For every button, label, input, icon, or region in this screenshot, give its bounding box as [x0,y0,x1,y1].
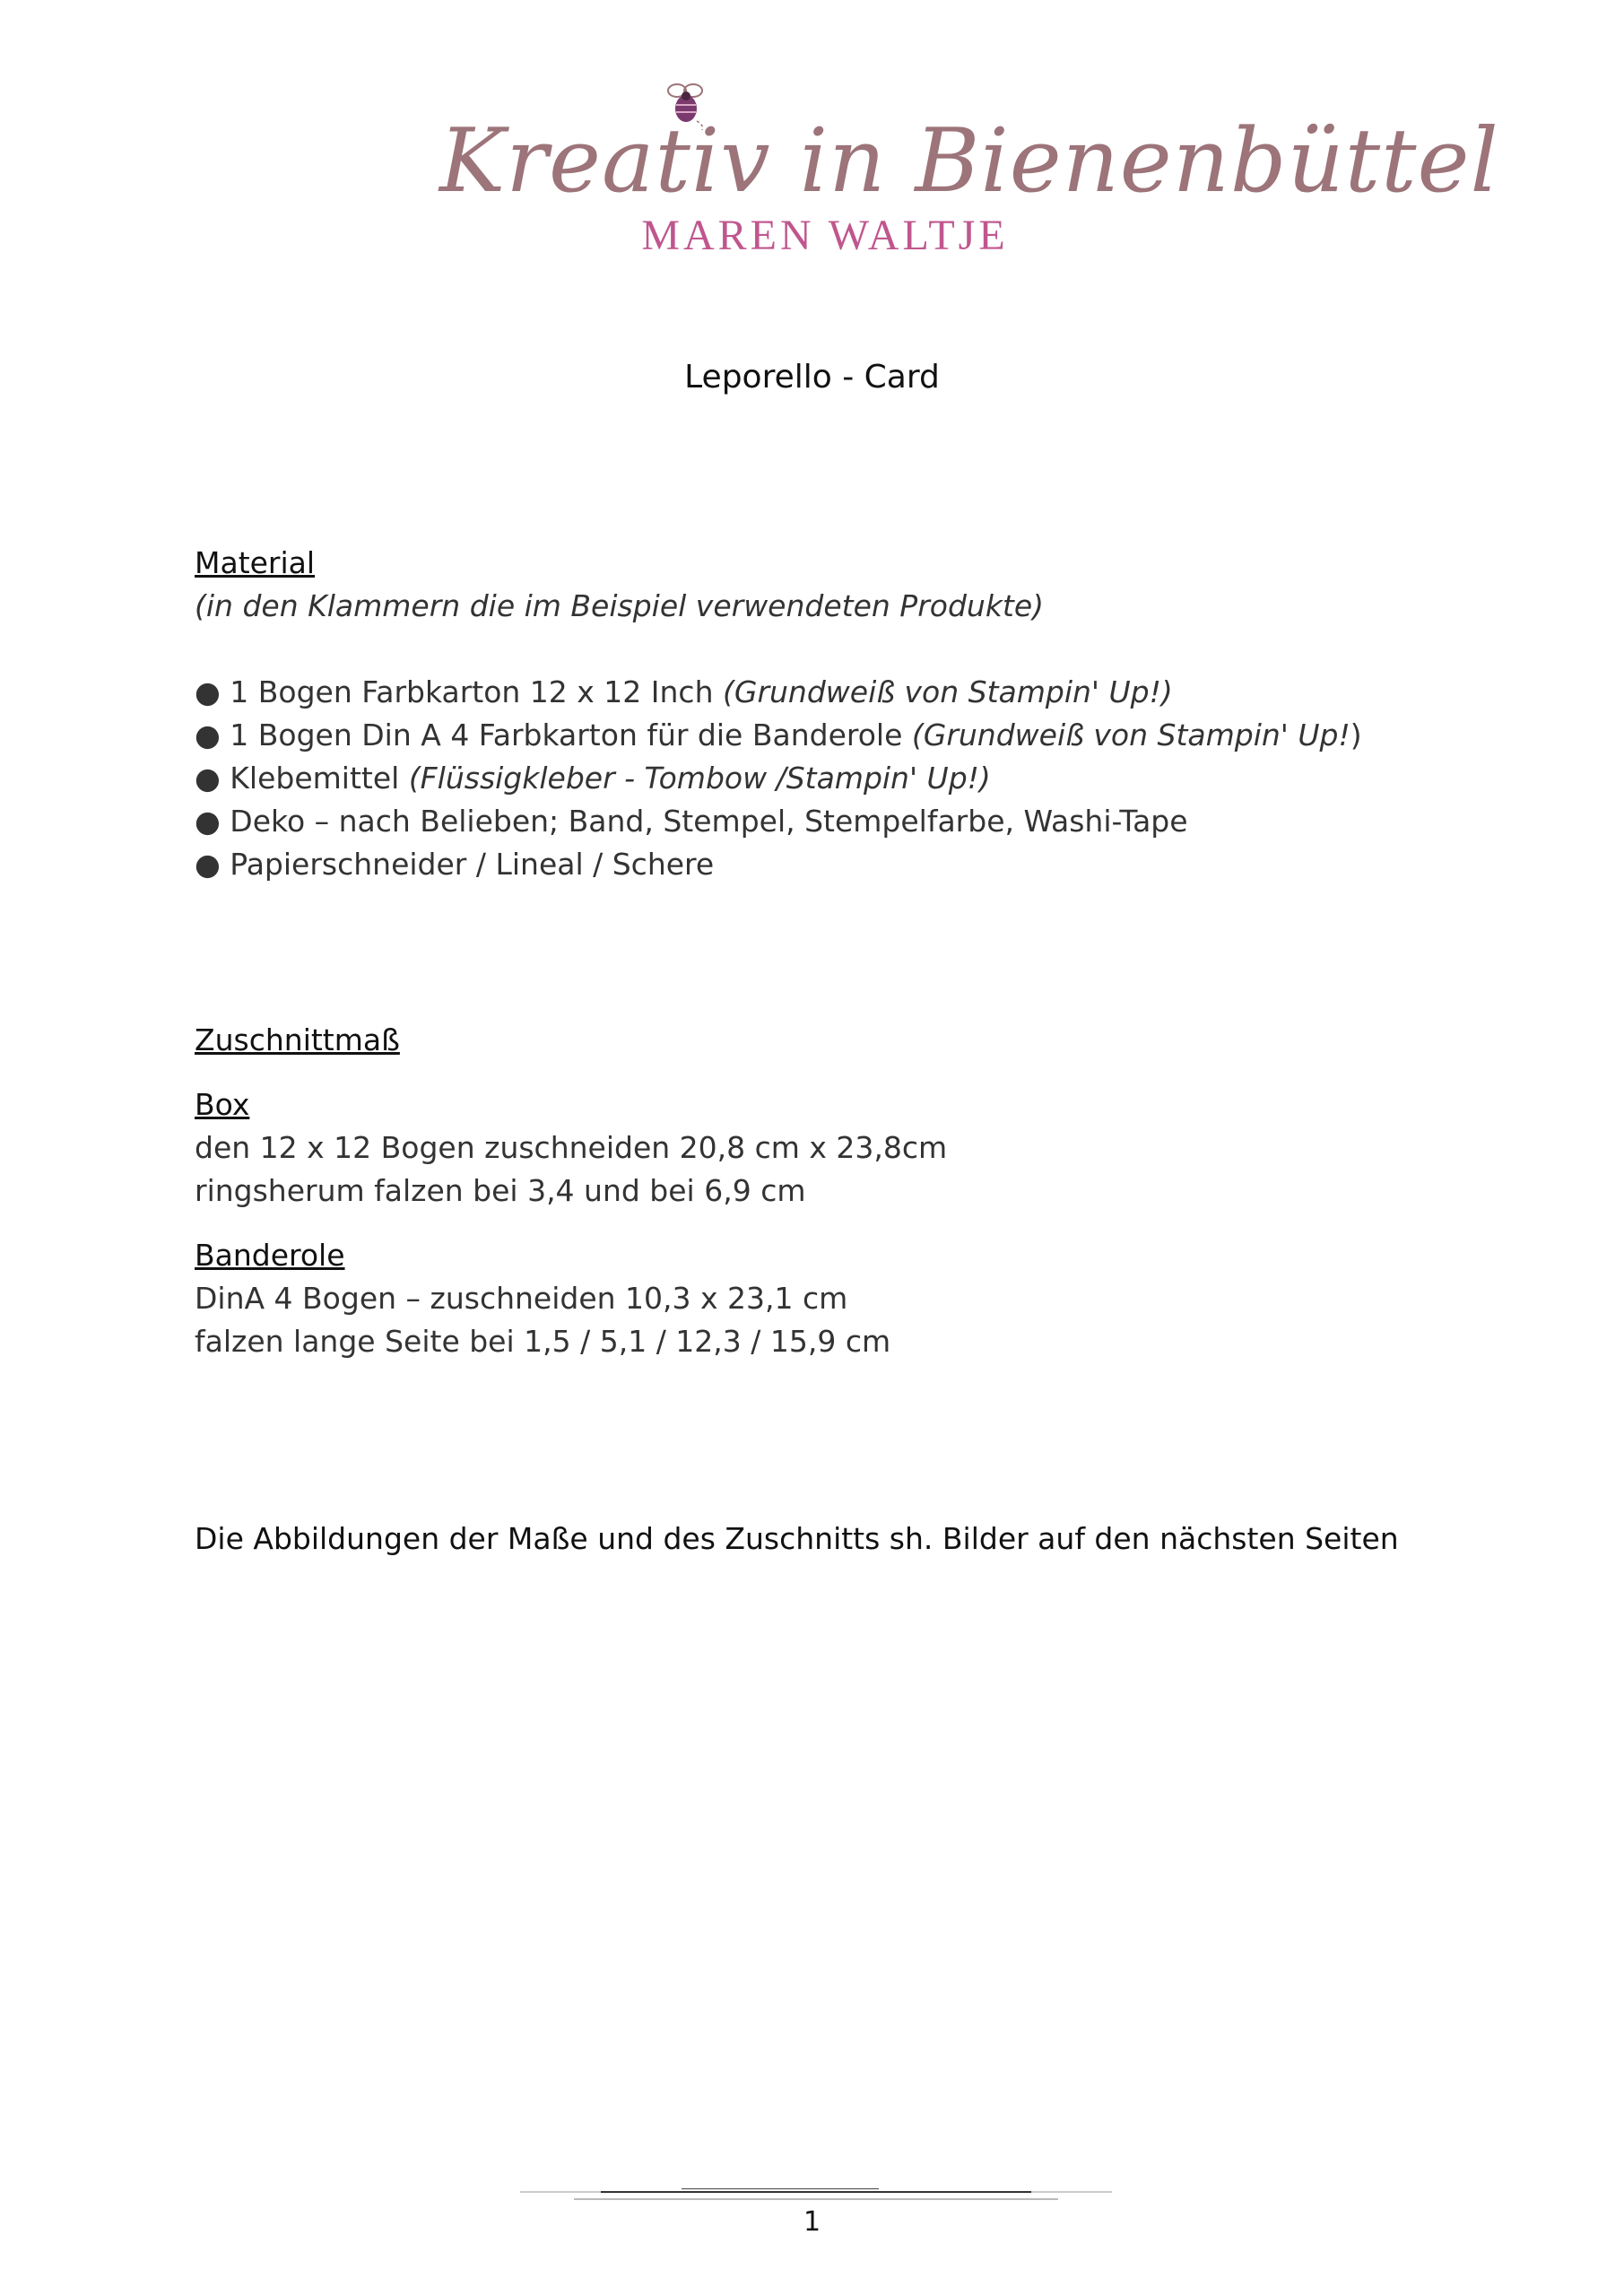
box-line: ringsherum falzen bei 3,4 und bei 6,9 cm [195,1173,806,1208]
item-product: (Flüssigkleber - Tombow /Stampin' Up!) [408,761,991,796]
item-text: 1 Bogen Din A 4 Farbkarton für die Banderole [230,718,912,752]
bullet: ● [195,847,221,882]
box-line: den 12 x 12 Bogen zuschneiden 20,8 cm x 23,8cm [195,1130,948,1165]
item-tail: ) [1350,718,1362,752]
closing-note: Die Abbildungen der Maße und des Zuschnitts sh. Bilder auf den nächsten Seiten [195,1521,1399,1556]
zuschnitt-heading: Zuschnittmaß [195,1022,400,1057]
material-item [195,847,714,882]
banderole-heading: Banderole [195,1238,345,1273]
item-text: Deko – nach Belieben; Band, Stempel, Stempelfarbe, Washi-Tape [230,804,1188,839]
item-text: Klebemittel [230,761,409,796]
logo [439,67,1499,274]
banderole-line: falzen lange Seite bei 1,5 / 5,1 / 12,3 / 15,9 cm [195,1324,891,1359]
banderole-line: DinA 4 Bogen – zuschneiden 10,3 x 23,1 cm [195,1281,848,1316]
material-item [195,804,1188,839]
logo-name-text: MAREN WALTJE [641,212,1009,259]
bullet: ● [195,674,221,709]
material-item [195,761,991,796]
logo-script-text: Kreativ in Bienenbüttel [439,110,1499,213]
material-item [195,718,1362,752]
item-text: Papierschneider / Lineal / Schere [230,847,715,882]
page-title: Leporello - Card [684,359,940,396]
material-heading: Material [195,545,316,580]
material-note: (in den Klammern die im Beispiel verwendeten Produkte) [195,588,1045,623]
item-product: (Grundweiß von Stampin' Up!) [723,674,1173,709]
bullet: ● [195,804,221,839]
box-heading: Box [195,1087,250,1122]
bullet: ● [195,761,221,796]
item-product: (Grundweiß von Stampin' Up! [911,718,1350,752]
bullet: ● [195,718,221,752]
footer-divider [520,2188,1112,2206]
material-item [195,674,1173,709]
page-number: 1 [803,2206,821,2238]
item-text: 1 Bogen Farbkarton 12 x 12 Inch [230,674,723,709]
